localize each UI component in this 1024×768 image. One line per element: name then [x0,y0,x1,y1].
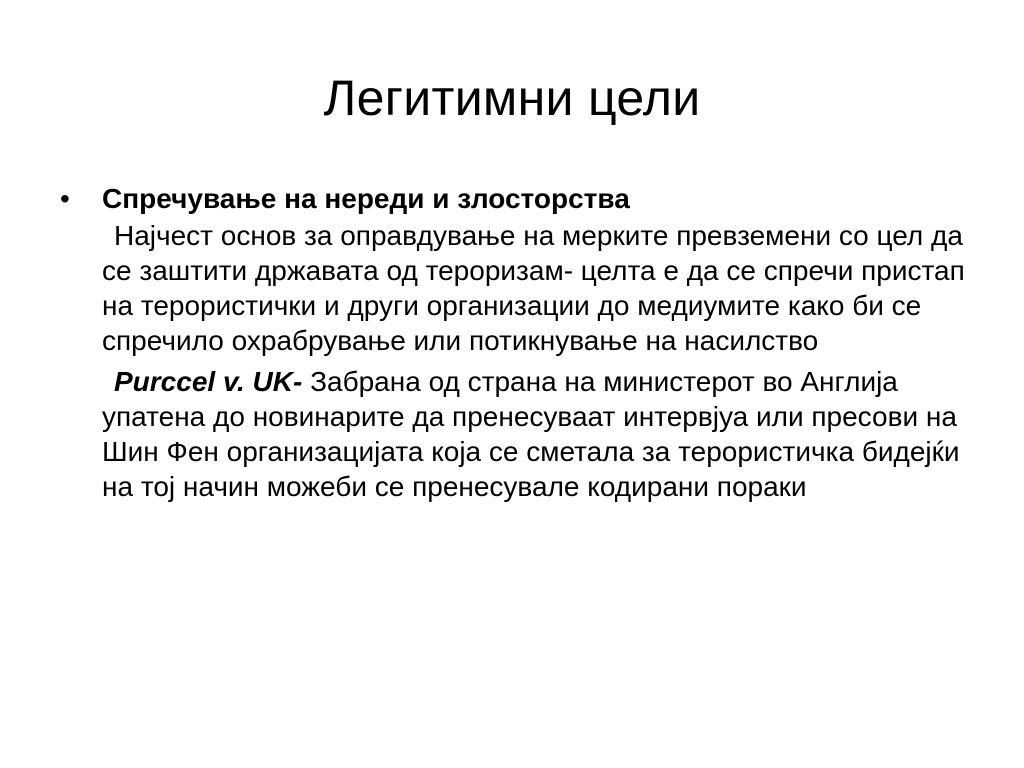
bullet-icon: • [60,183,70,214]
slide-content [58,180,988,504]
paragraph-case-text: Забрана од страна на министерот во Англија упатена до новинарите да пренесуваат интервјуа или пресови на Шин Фен организацијата која се сметала за терористичка бидејќи на тој начин можеби се пренесувале кодирани пораки [102,366,960,502]
paragraph-case [102,364,988,504]
bullet-heading: Спречување на нереди и злосторства [102,183,630,214]
paragraph-explanation-text: Најчест основ за оправдување на мерките превземени со цел да се заштити државата од тероризам- целта е да се спречи пристап на терористички и други организации до медиумите како би се спречило охрабрување или потикнување на насилство [102,220,965,356]
slide-title: Легитимни цели [323,70,701,126]
bullet-item [58,180,988,217]
paragraph-explanation [102,218,988,358]
case-name: Purccel v. UK- [114,366,303,397]
